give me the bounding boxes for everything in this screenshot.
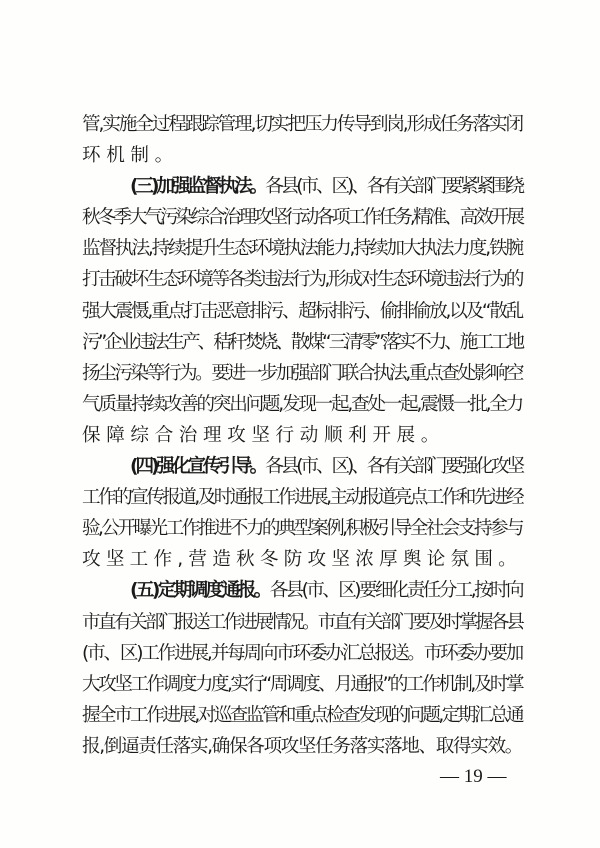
section-heading-line [82,171,522,202]
line-text: 各县(市、区)要细化责任分工,按时向 [269,580,523,602]
line-text: 秋冬季大气污染综合治理攻坚行动各项工作任务,精准、高效开展 [82,207,523,229]
text-line [82,140,522,171]
body-text [82,109,522,762]
text-line [82,700,522,731]
text-line [82,731,522,762]
text-line [82,669,522,700]
section-heading: (五)定期调度通报。 [130,580,270,602]
text-line [82,264,522,295]
text-line [82,420,522,451]
text-line [82,389,522,420]
text-line [82,233,522,264]
line-text: 工作的宣传报道,及时通报工作进展,主动报道亮点工作和先进经 [82,487,522,509]
text-line [82,358,522,389]
text-line [82,327,522,358]
text-line [82,638,522,669]
line-text: 污”企业违法生产、秸秆焚烧、散煤“三清零”落实不力、施工工地 [82,331,523,353]
line-text: 攻坚工作,营造秋冬防攻坚浓厚舆论氛围。 [82,549,522,571]
line-text: 打击破坏生态环境等各类违法行为,形成对生态环境违法行为的 [82,269,522,291]
line-text: 扬尘污染等行为。要进一步加强部门联合执法,重点查处影响空 [82,362,522,384]
text-line [82,513,522,544]
line-text: 握全市工作进展,对巡查监管和重点检查发现的问题,定期汇总通 [82,704,522,726]
line-text: 监督执法,持续提升生态环境执法能力,持续加大执法力度,铁腕 [82,238,522,260]
line-text: 验,公开曝光工作推进不力的典型案例,积极引导全社会支持参与 [82,518,522,540]
section-heading: (三)加强监督执法。 [130,176,266,198]
text-line [82,482,522,513]
text-line [82,109,522,140]
line-text: 大攻坚工作调度力度,实行“周调度、月通报”的工作机制,及时掌 [82,673,523,695]
line-text: (市、区)工作进展,并每周向市环委办汇总报送。市环委办要加 [82,642,523,664]
line-text: 气质量持续改善的突出问题,发现一起,查处一起,震慑一批,全力 [82,393,522,415]
section-heading-line [82,575,522,606]
line-text: 强大震慑,重点打击恶意排污、超标排污、偷排偷放,以及“散乱 [82,300,522,322]
text-line [82,296,522,327]
page-number: — 19 — [440,766,507,787]
line-text: 市直有关部门报送工作进展情况。市直有关部门要及时掌握各县 [82,611,522,633]
text-line [82,544,522,575]
line-text: 各县(市、区)、各有关部门要紧紧围绕 [265,176,523,198]
line-text: 管,实施全过程跟踪管理,切实把压力传导到岗,形成任务落实闭 [82,114,522,135]
line-text: 保障综合治理攻坚行动顺利开展。 [82,424,445,446]
text-line [82,202,522,233]
line-text: 报,倒逼责任落实,确保各项攻坚任务落实落地、取得实效。 [82,735,522,757]
section-heading-line [82,451,522,482]
text-line [82,607,522,638]
line-text: 环机制。 [82,145,179,167]
section-heading: (四)强化宣传引导。 [130,456,266,478]
line-text: 各县(市、区)、各有关部门要强化攻坚 [265,456,523,478]
